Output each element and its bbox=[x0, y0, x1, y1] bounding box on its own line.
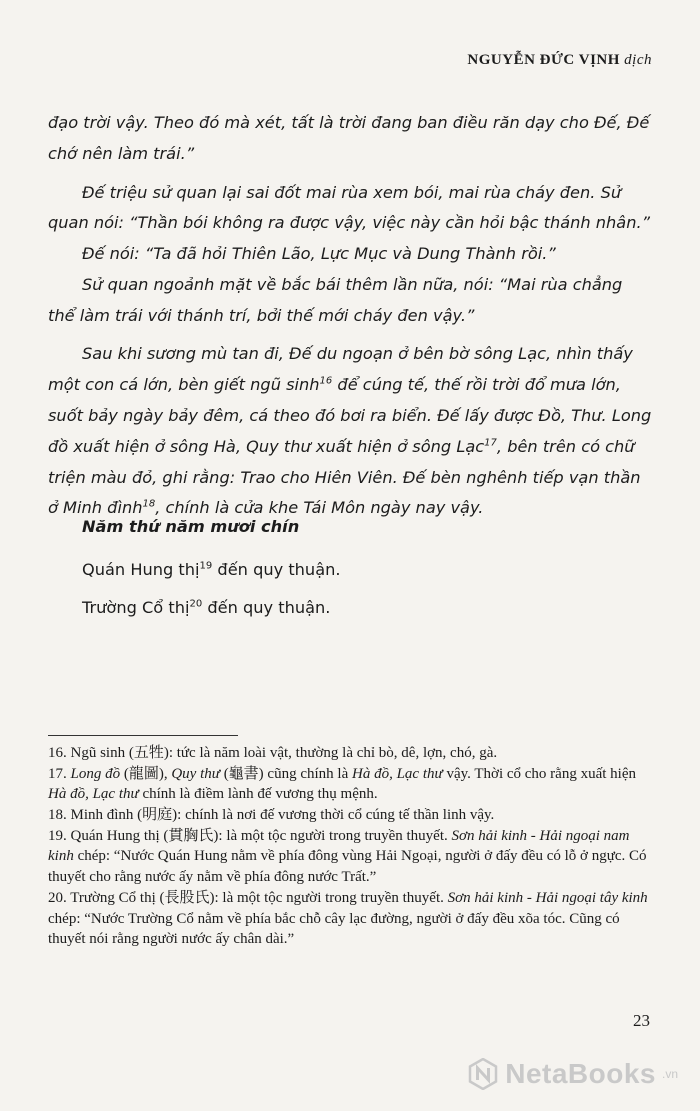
section-line bbox=[82, 558, 642, 582]
text-run: Sơn hải kinh - Hải ngoại tây kinh bbox=[447, 889, 648, 906]
text-run: Hà đồ, Lạc thư bbox=[352, 765, 443, 782]
section-heading: Năm thứ năm mươi chín bbox=[82, 517, 300, 536]
watermark-brand: NetaBooks bbox=[505, 1058, 656, 1089]
footnote bbox=[48, 888, 654, 950]
paragraph: Đế nói: “Ta đã hỏi Thiên Lão, Lực Mục và Dung Thành rồi.” bbox=[82, 244, 556, 264]
year-section bbox=[82, 517, 642, 635]
footnote bbox=[48, 826, 654, 888]
footnotes bbox=[48, 743, 654, 950]
text-run: Quy thư bbox=[171, 765, 220, 782]
footnote bbox=[48, 764, 654, 805]
translator-name: NGUYỄN ĐỨC VỊNH bbox=[467, 52, 620, 68]
paragraph: Sử quan ngoảnh mặt về bắc bái thêm lần nữa, nói: “Mai rùa chẳng thể làm trái với thánh trí, bởi thế mới cháy đen vậy.” bbox=[48, 274, 623, 325]
text-run: 20. Trường Cổ thị (長股氏): là một tộc người trong truyền thuyết. bbox=[48, 889, 448, 906]
footnote: 18. Minh đình (明庭): chính là nơi đế vương thời cổ cúng tế thần linh vậy. bbox=[48, 807, 495, 824]
paragraph: đạo trời vậy. Theo đó mà xét, tất là trời đang ban điều răn dạy cho Đế, Đế chớ nên làm trái.” bbox=[48, 113, 650, 163]
text-run: để cúng tế, thế rồi trời đổ mưa lớn, suốt bảy ngày bảy đêm, cá theo đó bơi ra biển. Đế lấy được Đồ, Thư. Long đồ xuất hiện ở sông Hà, Quy thư xuất hiện ở sông Lạc bbox=[48, 375, 652, 456]
footnote-divider bbox=[48, 735, 238, 736]
text-run: chép: “Nước Quán Hung nằm về phía đông vùng Hải Ngoại, người ở đấy đều có lỗ ở ngực. Có thuyết cho rằng nước ấy nằm về phía đông nước Trất.” bbox=[48, 848, 647, 886]
paragraph: Đế triệu sử quan lại sai đốt mai rùa xem bói, mai rùa cháy đen. Sử quan nói: “Thần bói không ra được vậy, việc này cần hỏi bậc thánh nhân.” bbox=[48, 182, 651, 233]
footnote-ref: 18 bbox=[142, 498, 156, 510]
watermark bbox=[467, 1058, 678, 1090]
translator-role: dịch bbox=[624, 52, 652, 68]
text-run: (龍圖), bbox=[120, 765, 172, 782]
text-run: chính là điềm lành đế vương thụ mệnh. bbox=[138, 786, 378, 803]
text-run: vậy. Thời cổ cho rằng xuất hiện bbox=[442, 765, 636, 782]
footnote-ref: 16 bbox=[319, 375, 333, 387]
footnote-ref: 20 bbox=[189, 598, 203, 610]
body-text bbox=[48, 108, 654, 524]
text-run: Hà đồ, Lạc thư bbox=[48, 786, 139, 803]
text-run: 19. Quán Hung thị (貫胸氏): là một tộc người trong truyền thuyết. bbox=[48, 827, 452, 844]
text-run: , chính là cửa khe Tái Môn ngày nay vậy. bbox=[155, 498, 484, 518]
text-run: chép: “Nước Trường Cổ nằm về phía bắc chỗ cây lạc đường, người ở đấy đều xõa tóc. Cũng có thuyết nói rằng người nước ấy chân dài.” bbox=[48, 910, 620, 948]
text-run: đến quy thuận. bbox=[212, 560, 341, 579]
text-run: Quán Hung thị bbox=[82, 560, 200, 579]
text-run: đến quy thuận. bbox=[202, 598, 331, 618]
text-run: Long đồ bbox=[70, 765, 121, 782]
page-number: 23 bbox=[633, 1011, 650, 1030]
footnote-ref: 19 bbox=[199, 560, 213, 572]
text-run: Sơn hải kinh - Hải ngoại nam kinh bbox=[48, 827, 630, 865]
text-run: Sau khi sương mù tan đi, Đế du ngoạn ở bên bờ sông Lạc, nhìn thấy một con cá lớn, bèn giết ngũ sinh bbox=[48, 344, 633, 395]
running-header bbox=[467, 52, 652, 69]
text-run: Trường Cổ thị bbox=[82, 598, 190, 618]
text-run: 17. bbox=[48, 765, 71, 782]
watermark-suffix: .vn bbox=[661, 1067, 678, 1081]
section-line bbox=[82, 596, 642, 620]
text-run: , bên trên có chữ triện màu đỏ, ghi rằng: Trao cho Hiên Viên. Đế bèn nghênh tiếp vạn thần ở Minh đình bbox=[48, 436, 641, 518]
n-hexagon-logo-icon bbox=[467, 1058, 499, 1090]
footnote: 16. Ngũ sinh (五牲): tức là năm loài vật, thường là chỉ bò, dê, lợn, chó, gà. bbox=[48, 745, 498, 761]
text-run: (龜書) cũng chính là bbox=[219, 765, 352, 782]
footnote-ref: 17 bbox=[484, 437, 497, 449]
paragraph bbox=[48, 339, 654, 524]
